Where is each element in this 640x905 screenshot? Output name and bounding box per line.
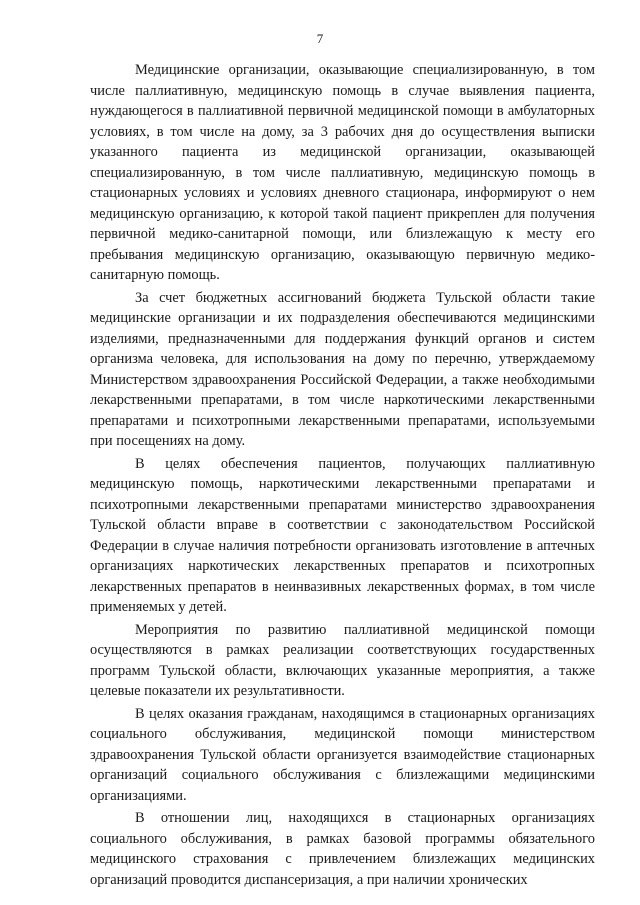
paragraph: Мероприятия по развитию паллиативной медицинской помощи осуществляются в рамках реализации соответствующих государственных программ Тульской области, включающих указанные мероприятия, а также целевые показатели их результативности.	[90, 621, 595, 699]
paragraph: В отношении лиц, находящихся в стационарных организациях социального обслуживания, в рамках базовой программы обязательного медицинского страхования с привлечением близлежащих медицинских организаций проводится диспансеризация, а при наличии хронических	[90, 810, 595, 888]
paragraph: В целях оказания гражданам, находящимся в стационарных организациях социального обслуживания, медицинской помощи министерством здравоохранения Тульской области организуется взаимодействие стационарных организаций социального обслуживания с близлежащими медицинскими организациями.	[90, 705, 595, 804]
page-number: 7	[316, 31, 324, 46]
paragraph: За счет бюджетных ассигнований бюджета Тульской области такие медицинские организации и их подразделения обеспечиваются медицинскими изделиями, предназначенными для поддержания функций органов и систем организма человека, для использования на дому по перечню, утверждаемому Министерством здравоохранения Российской Федерации, а также необходимыми лекарственными препаратами, в том числе наркотическими лекарственными препаратами и психотропными лекарственными препаратами, используемыми при посещениях на дому.	[90, 289, 595, 449]
document-body	[90, 60, 595, 892]
paragraph: В целях обеспечения пациентов, получающих паллиативную медицинскую помощь, наркотическими лекарственными препаратами и психотропными лекарственными препаратами министерство здравоохранения Тульской области вправе в соответствии с законодательством Российской Федерации в случае наличия потребности организовать изготовление в аптечных организациях наркотических лекарственных препаратов и психотропных лекарственных препаратов в неинвазивных лекарственных формах, в том числе применяемых у детей.	[90, 455, 595, 615]
paragraph: Медицинские организации, оказывающие специализированную, в том числе паллиативную, медицинскую помощь в случае выявления пациента, нуждающегося в паллиативной первичной медицинской помощи в амбулаторных условиях, в том числе на дому, за 3 рабочих дня до осуществления выписки указанного пациента из медицинской организации, оказывающей специализированную, в том числе паллиативную, медицинскую помощь в стационарных условиях и условиях дневного стационара, информируют о нем медицинскую организацию, к которой такой пациент прикреплен для получения первичной медико-санитарной помощи, или близлежащую к месту его пребывания медицинскую организацию, оказывающую первичную медико-санитарную помощь.	[90, 62, 595, 283]
